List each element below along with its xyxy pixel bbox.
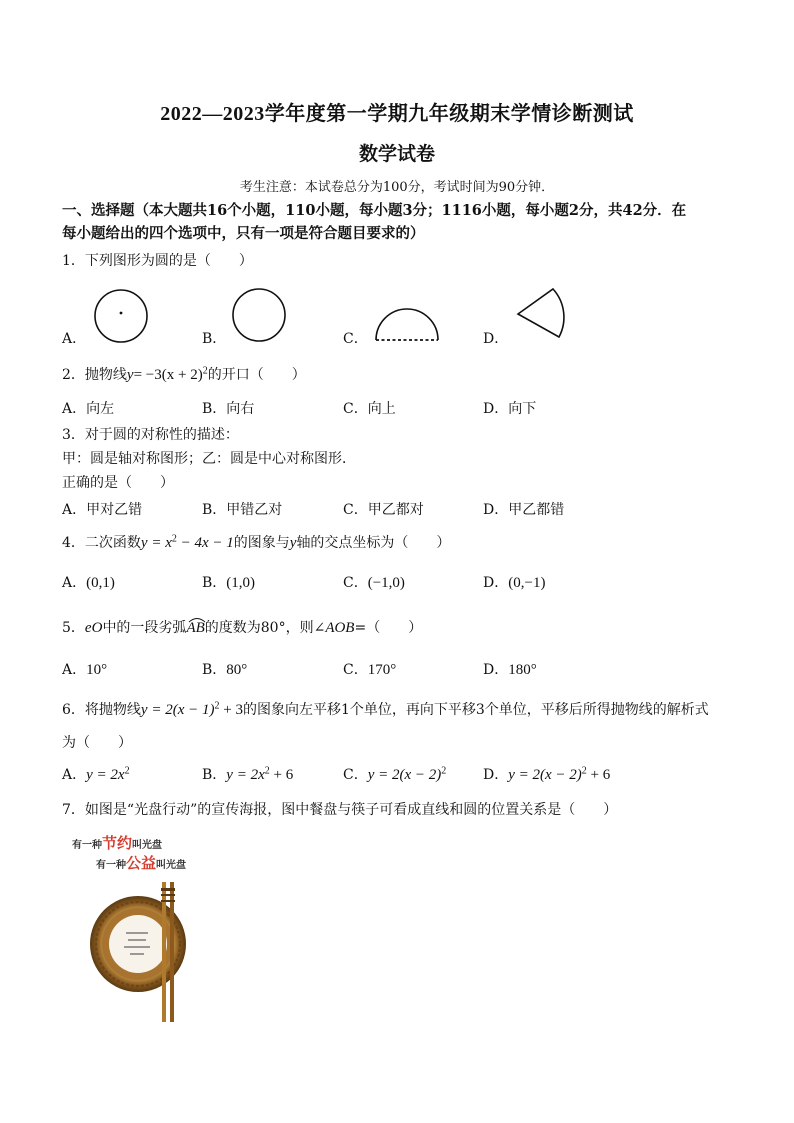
q5-suffix: =（ ）: [354, 620, 423, 636]
q4-option-a-label: A．: [62, 575, 87, 591]
chopstick-left: [162, 882, 166, 1022]
q6-prefix: 6．将抛物线: [62, 702, 141, 718]
q6-option-c-label: C．: [343, 767, 368, 783]
q5-circle-symbol: e: [84, 620, 92, 636]
q5-option-b[interactable]: [202, 659, 247, 679]
q5-number: 5．: [62, 620, 85, 636]
q1-figure-a-circle-with-center: [93, 288, 149, 344]
q6-option-a-sup: 2: [124, 765, 130, 777]
q6-option-d[interactable]: [483, 764, 610, 784]
q2-formula-sup: 2: [202, 365, 208, 377]
q5-option-d-label: D．: [483, 662, 509, 678]
q6-option-a[interactable]: [62, 764, 130, 784]
q1-option-d[interactable]: D．: [483, 331, 509, 347]
q2-option-b[interactable]: B．向右: [202, 401, 255, 417]
poster-line-2: [96, 852, 186, 873]
q6-option-b-label: B．: [202, 767, 227, 783]
q6-option-d-value: y = 2(x − 2): [508, 767, 582, 783]
q4-option-d[interactable]: [483, 572, 545, 592]
q4-mid: 的图象与: [233, 535, 290, 551]
q4-formula-sup: 2: [171, 533, 177, 545]
question-6-line2: 为（ ）: [62, 735, 132, 751]
q5-arc-ab: [186, 620, 204, 637]
question-3-line1: 3．对于圆的对称性的描述：: [62, 427, 239, 443]
question-6-stem: [62, 699, 709, 719]
q4-formula-b: − 4x − 1: [176, 535, 234, 551]
q6-option-a-value: y = 2x: [86, 767, 125, 783]
q4-option-c-value: (−1,0): [367, 575, 405, 591]
q5-option-b-value: 80°: [226, 662, 248, 678]
q2-prefix: 2．抛物线: [62, 367, 127, 383]
q2-suffix: 的开口（ ）: [207, 367, 306, 383]
question-1-stem: 1．下列图形为圆的是（ ）: [62, 253, 253, 269]
q2-option-a[interactable]: A．向左: [62, 401, 115, 417]
page-title: 2022—2023学年度第一学期九年级期末学情诊断测试: [160, 103, 634, 125]
q2-option-c[interactable]: C．向上: [343, 401, 396, 417]
question-5-stem: [62, 617, 422, 637]
q3-option-d[interactable]: D．甲乙都错: [483, 502, 565, 518]
q4-option-c[interactable]: [343, 572, 405, 592]
q2-option-d[interactable]: D．向下: [483, 401, 537, 417]
q5-arc-ab-text: AB: [186, 620, 205, 636]
q6-option-b-tail: + 6: [269, 767, 294, 783]
q6-option-c-sup: 2: [441, 765, 447, 777]
q5-option-c-label: C．: [343, 662, 368, 678]
q4-option-a[interactable]: [62, 572, 115, 592]
q5-option-a-label: A．: [62, 662, 87, 678]
plate-center: [109, 915, 167, 973]
q4-option-d-label: D．: [483, 575, 509, 591]
poster-line-1: [72, 832, 162, 853]
q6-option-d-tail: + 6: [586, 767, 611, 783]
q6-option-a-label: A．: [62, 767, 87, 783]
chopstick-right: [170, 882, 174, 1022]
section-heading-line1: 一、选择题（本大题共16个小题，110小题，每小题3分；1116小题，每小题2分，共42分．在: [62, 202, 687, 219]
q5-center-o: O: [91, 620, 103, 636]
poster-line-2-c: 叫光盘: [156, 860, 187, 871]
poster-line-2-highlight: 公益: [126, 854, 157, 872]
poster-line-1-highlight: 节约: [102, 834, 133, 852]
q6-option-b-value: y = 2x: [226, 767, 265, 783]
q1-figure-d-sector: [512, 284, 568, 340]
question-7-stem: 7．如图是“光盘行动”的宣传海报，图中餐盘与筷子可看成直线和圆的位置关系是（ ）: [62, 802, 618, 818]
q4-option-b-value: (1,0): [226, 575, 256, 591]
q5-option-d[interactable]: [483, 659, 537, 679]
q4-option-b[interactable]: [202, 572, 255, 592]
page-subtitle: 数学试卷: [358, 143, 435, 165]
q4-option-a-value: (0,1): [86, 575, 115, 591]
question-3-line2: 甲：圆是轴对称图形；乙：圆是中心对称图形．: [62, 451, 356, 467]
q4-formula-a: y = x: [140, 535, 172, 551]
q2-formula-y: y: [126, 367, 134, 383]
q3-option-c[interactable]: C．甲乙都对: [343, 502, 424, 518]
q4-option-d-value: (0,−1): [508, 575, 546, 591]
q4-axis: y: [289, 535, 297, 551]
poster-line-2-a: 有一种: [96, 860, 126, 871]
section-heading-line2: 每小题给出的四个选项中，只有一项是符合题目要求的）: [62, 225, 425, 242]
q5-option-b-label: B．: [202, 662, 227, 678]
q6-option-b-sup: 2: [264, 765, 270, 777]
exam-note: 考生注意：本试卷总分为100分，考试时间为90分钟．: [239, 180, 555, 195]
q6-option-b[interactable]: [202, 764, 293, 784]
poster-line-1-c: 叫光盘: [132, 840, 163, 851]
q5-option-a-value: 10°: [86, 662, 108, 678]
q1-figure-b-circle: [231, 288, 287, 344]
q5-option-d-value: 180°: [508, 662, 537, 678]
q4-option-c-label: C．: [343, 575, 368, 591]
question-3-line3: 正确的是（ ）: [62, 475, 174, 491]
q2-formula: = −3(x + 2): [133, 367, 203, 383]
q5-option-c[interactable]: [343, 659, 396, 679]
q1-option-b[interactable]: B．: [202, 331, 227, 347]
q6-formula-b: + 3: [219, 702, 243, 718]
q6-option-d-sup: 2: [581, 765, 587, 777]
q5-option-a[interactable]: [62, 659, 107, 679]
q3-option-a[interactable]: A．甲对乙错: [62, 502, 143, 518]
question-4-stem: [62, 532, 450, 552]
q1-option-a[interactable]: A．: [62, 331, 87, 347]
q6-formula: y = 2(x − 1): [140, 702, 215, 718]
q6-formula-sup: 2: [214, 700, 220, 712]
q1-figure-c-semicircle: [372, 306, 442, 346]
arc-mark-icon: [188, 617, 206, 623]
poster-plate-chopsticks-illustration: [84, 872, 204, 1022]
q4-suffix: 轴的交点坐标为（ ）: [296, 535, 451, 551]
q4-prefix: 4．二次函数: [62, 535, 141, 551]
q5-option-c-value: 170°: [367, 662, 397, 678]
question-2-stem: [62, 364, 306, 384]
q6-suffix: 的图象向左平移1个单位，再向下平移3个单位，平移后所得抛物线的解析式: [242, 702, 709, 718]
q3-option-b[interactable]: B．甲错乙对: [202, 502, 283, 518]
poster-line-1-a: 有一种: [72, 840, 102, 851]
q5-mid-text: 中的一段劣弧: [102, 620, 187, 636]
q4-option-b-label: B．: [202, 575, 227, 591]
q5-mid2-text: 的度数为80°，则∠: [204, 620, 326, 636]
q5-angle-aob: AOB: [325, 620, 355, 636]
q6-option-c-value: y = 2(x − 2): [367, 767, 442, 783]
q6-option-c[interactable]: [343, 764, 446, 784]
q1-option-c[interactable]: C．: [343, 331, 368, 347]
q6-option-d-label: D．: [483, 767, 509, 783]
